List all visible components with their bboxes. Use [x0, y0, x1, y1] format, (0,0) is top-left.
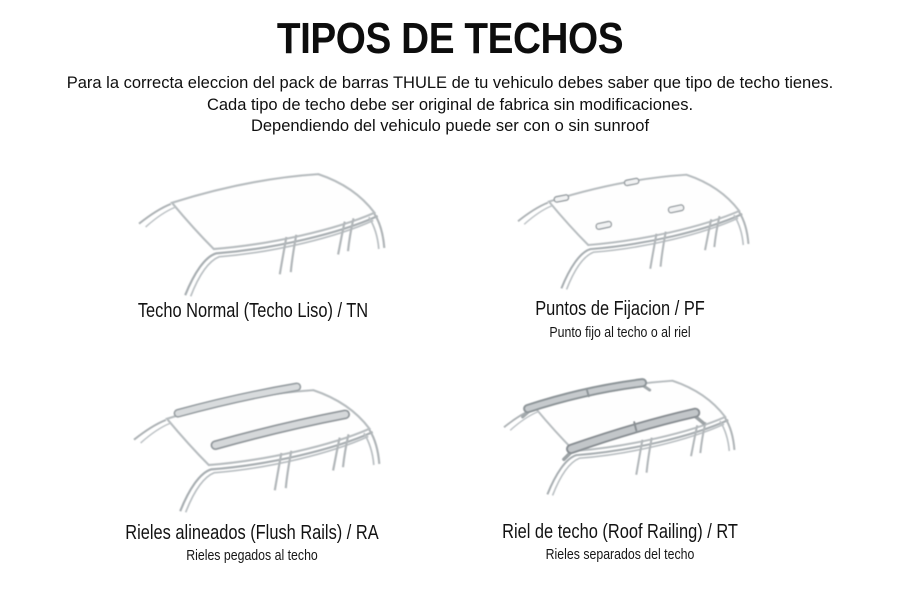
roof-type-caption-pf: Puntos de Fijacion / PF	[535, 298, 705, 320]
flush-rails-roof-illustration	[101, 366, 431, 531]
roof-type-subtitle-pf: Punto fijo al techo o al riel	[549, 325, 691, 341]
page-title: TIPOS DE TECHOS	[276, 14, 624, 63]
intro-line-3: Dependiendo del vehiculo puede ser con o sin sunroof	[250, 117, 650, 135]
roof-railing-roof-illustration	[473, 358, 783, 513]
intro-line-2: Cada tipo de techo debe ser original de fabrica sin modificaciones.	[206, 95, 694, 114]
roof-type-subtitle-ra: Rieles pegados al techo	[186, 548, 318, 564]
normal-roof-illustration	[106, 150, 436, 315]
roof-type-caption-tn: Techo Normal (Techo Liso) / TN	[137, 300, 369, 322]
intro-line-1: Para la correcta eleccion del pack de barras THULE de tu vehiculo debes saber que tipo de techo tienes.	[66, 74, 834, 92]
roof-type-subtitle-rt: Rieles separados del techo	[545, 547, 695, 563]
intro-paragraph	[0, 73, 900, 138]
fix-points-roof-illustration	[487, 152, 797, 307]
roof-type-caption-ra: Rieles alineados (Flush Rails) / RA	[125, 522, 379, 544]
roof-type-caption-rt: Riel de techo (Roof Railing) / RT	[502, 521, 738, 543]
